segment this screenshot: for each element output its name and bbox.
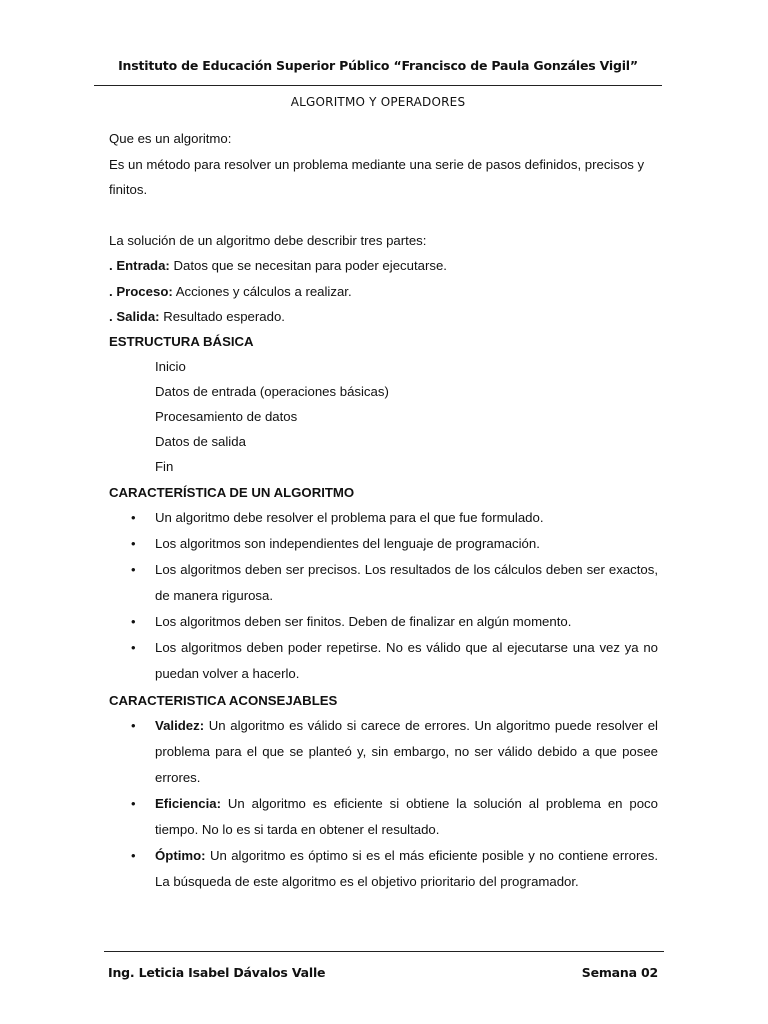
footer-author: Ing. Leticia Isabel Dávalos Valle [108, 965, 326, 980]
caracteristicas-list [109, 505, 658, 687]
list-item [109, 713, 658, 791]
part-text: Datos que se necesitan para poder ejecutarse. [169, 258, 447, 273]
footer-divider [104, 951, 664, 952]
part-text: Resultado esperado. [159, 309, 285, 324]
page-header-institution: Instituto de Educación Superior Público “Francisco de Paula Gonzáles Vigil” [118, 58, 638, 73]
part-term: Entrada: [116, 258, 170, 273]
bullet-icon: • [131, 561, 136, 577]
bullet-icon: • [131, 795, 136, 811]
list-item-text: Los algoritmos son independientes del lenguaje de programación. [155, 535, 540, 551]
list-item [109, 843, 658, 895]
document-title: ALGORITMO Y OPERADORES [290, 95, 466, 109]
document-body [109, 126, 658, 895]
estructura-step: Datos de entrada (operaciones básicas) [155, 383, 389, 399]
part-term: Salida: [116, 309, 160, 324]
part-prefix: . [109, 309, 117, 324]
part-proceso [109, 279, 658, 305]
list-item [109, 635, 658, 687]
list-item [109, 609, 658, 635]
estructura-step: Inicio [155, 358, 186, 374]
list-item [109, 557, 658, 609]
estructura-step: Procesamiento de datos [155, 408, 298, 424]
list-item-text: Un algoritmo es eficiente si obtiene la solución al problema en poco tiempo. No lo es si tarda en obtener el resultado. [155, 795, 658, 837]
aconsejables-heading: CARACTERISTICA ACONSEJABLES [109, 692, 338, 708]
part-salida [109, 304, 658, 330]
caracteristicas-heading: CARACTERÍSTICA DE UN ALGORITMO [109, 484, 355, 500]
bullet-icon: • [131, 509, 136, 525]
list-item [109, 791, 658, 843]
estructura-heading: ESTRUCTURA BÁSICA [109, 333, 254, 349]
list-item-text: Un algoritmo debe resolver el problema para el que fue formulado. [155, 509, 544, 525]
list-item-text: Un algoritmo es válido si carece de errores. Un algoritmo puede resolver el problema para el que se planteó y, sin embargo, no ser válido debido a que posee errores. [155, 717, 658, 785]
list-item-text: Los algoritmos deben poder repetirse. No es válido que al ejecutarse una vez ya no puedan volver a hacerlo. [155, 639, 658, 681]
estructura-step: Fin [155, 458, 174, 474]
footer-week: Semana 02 [581, 965, 658, 980]
parts-lead: La solución de un algoritmo debe describir tres partes: [109, 232, 427, 248]
list-item-text: Los algoritmos deben ser finitos. Deben de finalizar en algún momento. [155, 613, 572, 629]
estructura-step: Datos de salida [155, 433, 246, 449]
bullet-icon: • [131, 847, 136, 863]
aconsejables-list [109, 713, 658, 895]
part-prefix: . [109, 283, 117, 299]
list-item-term: Validez: [155, 717, 205, 733]
part-term: Proceso: [116, 283, 173, 299]
header-divider [94, 85, 662, 86]
intro-definition: Es un método para resolver un problema mediante una serie de pasos definidos, precisos y finitos. [109, 156, 645, 197]
spacer [109, 203, 658, 228]
list-item-term: Óptimo: [155, 847, 206, 863]
list-item [109, 531, 658, 557]
intro-question: Que es un algoritmo: [109, 131, 232, 146]
list-item-text: Un algoritmo es óptimo si es el más eficiente posible y no contiene errores. La búsqueda de este algoritmo es el objetivo prioritario del programador. [155, 847, 658, 889]
list-item [109, 505, 658, 531]
bullet-icon: • [131, 639, 136, 655]
list-item-term: Eficiencia: [155, 795, 221, 811]
part-text: Acciones y cálculos a realizar. [172, 283, 352, 299]
part-prefix: . [109, 258, 117, 273]
part-entrada [109, 253, 658, 279]
bullet-icon: • [131, 717, 136, 733]
bullet-icon: • [131, 613, 136, 629]
list-item-text: Los algoritmos deben ser precisos. Los resultados de los cálculos deben ser exactos, de manera rigurosa. [155, 561, 658, 603]
bullet-icon: • [131, 535, 136, 551]
